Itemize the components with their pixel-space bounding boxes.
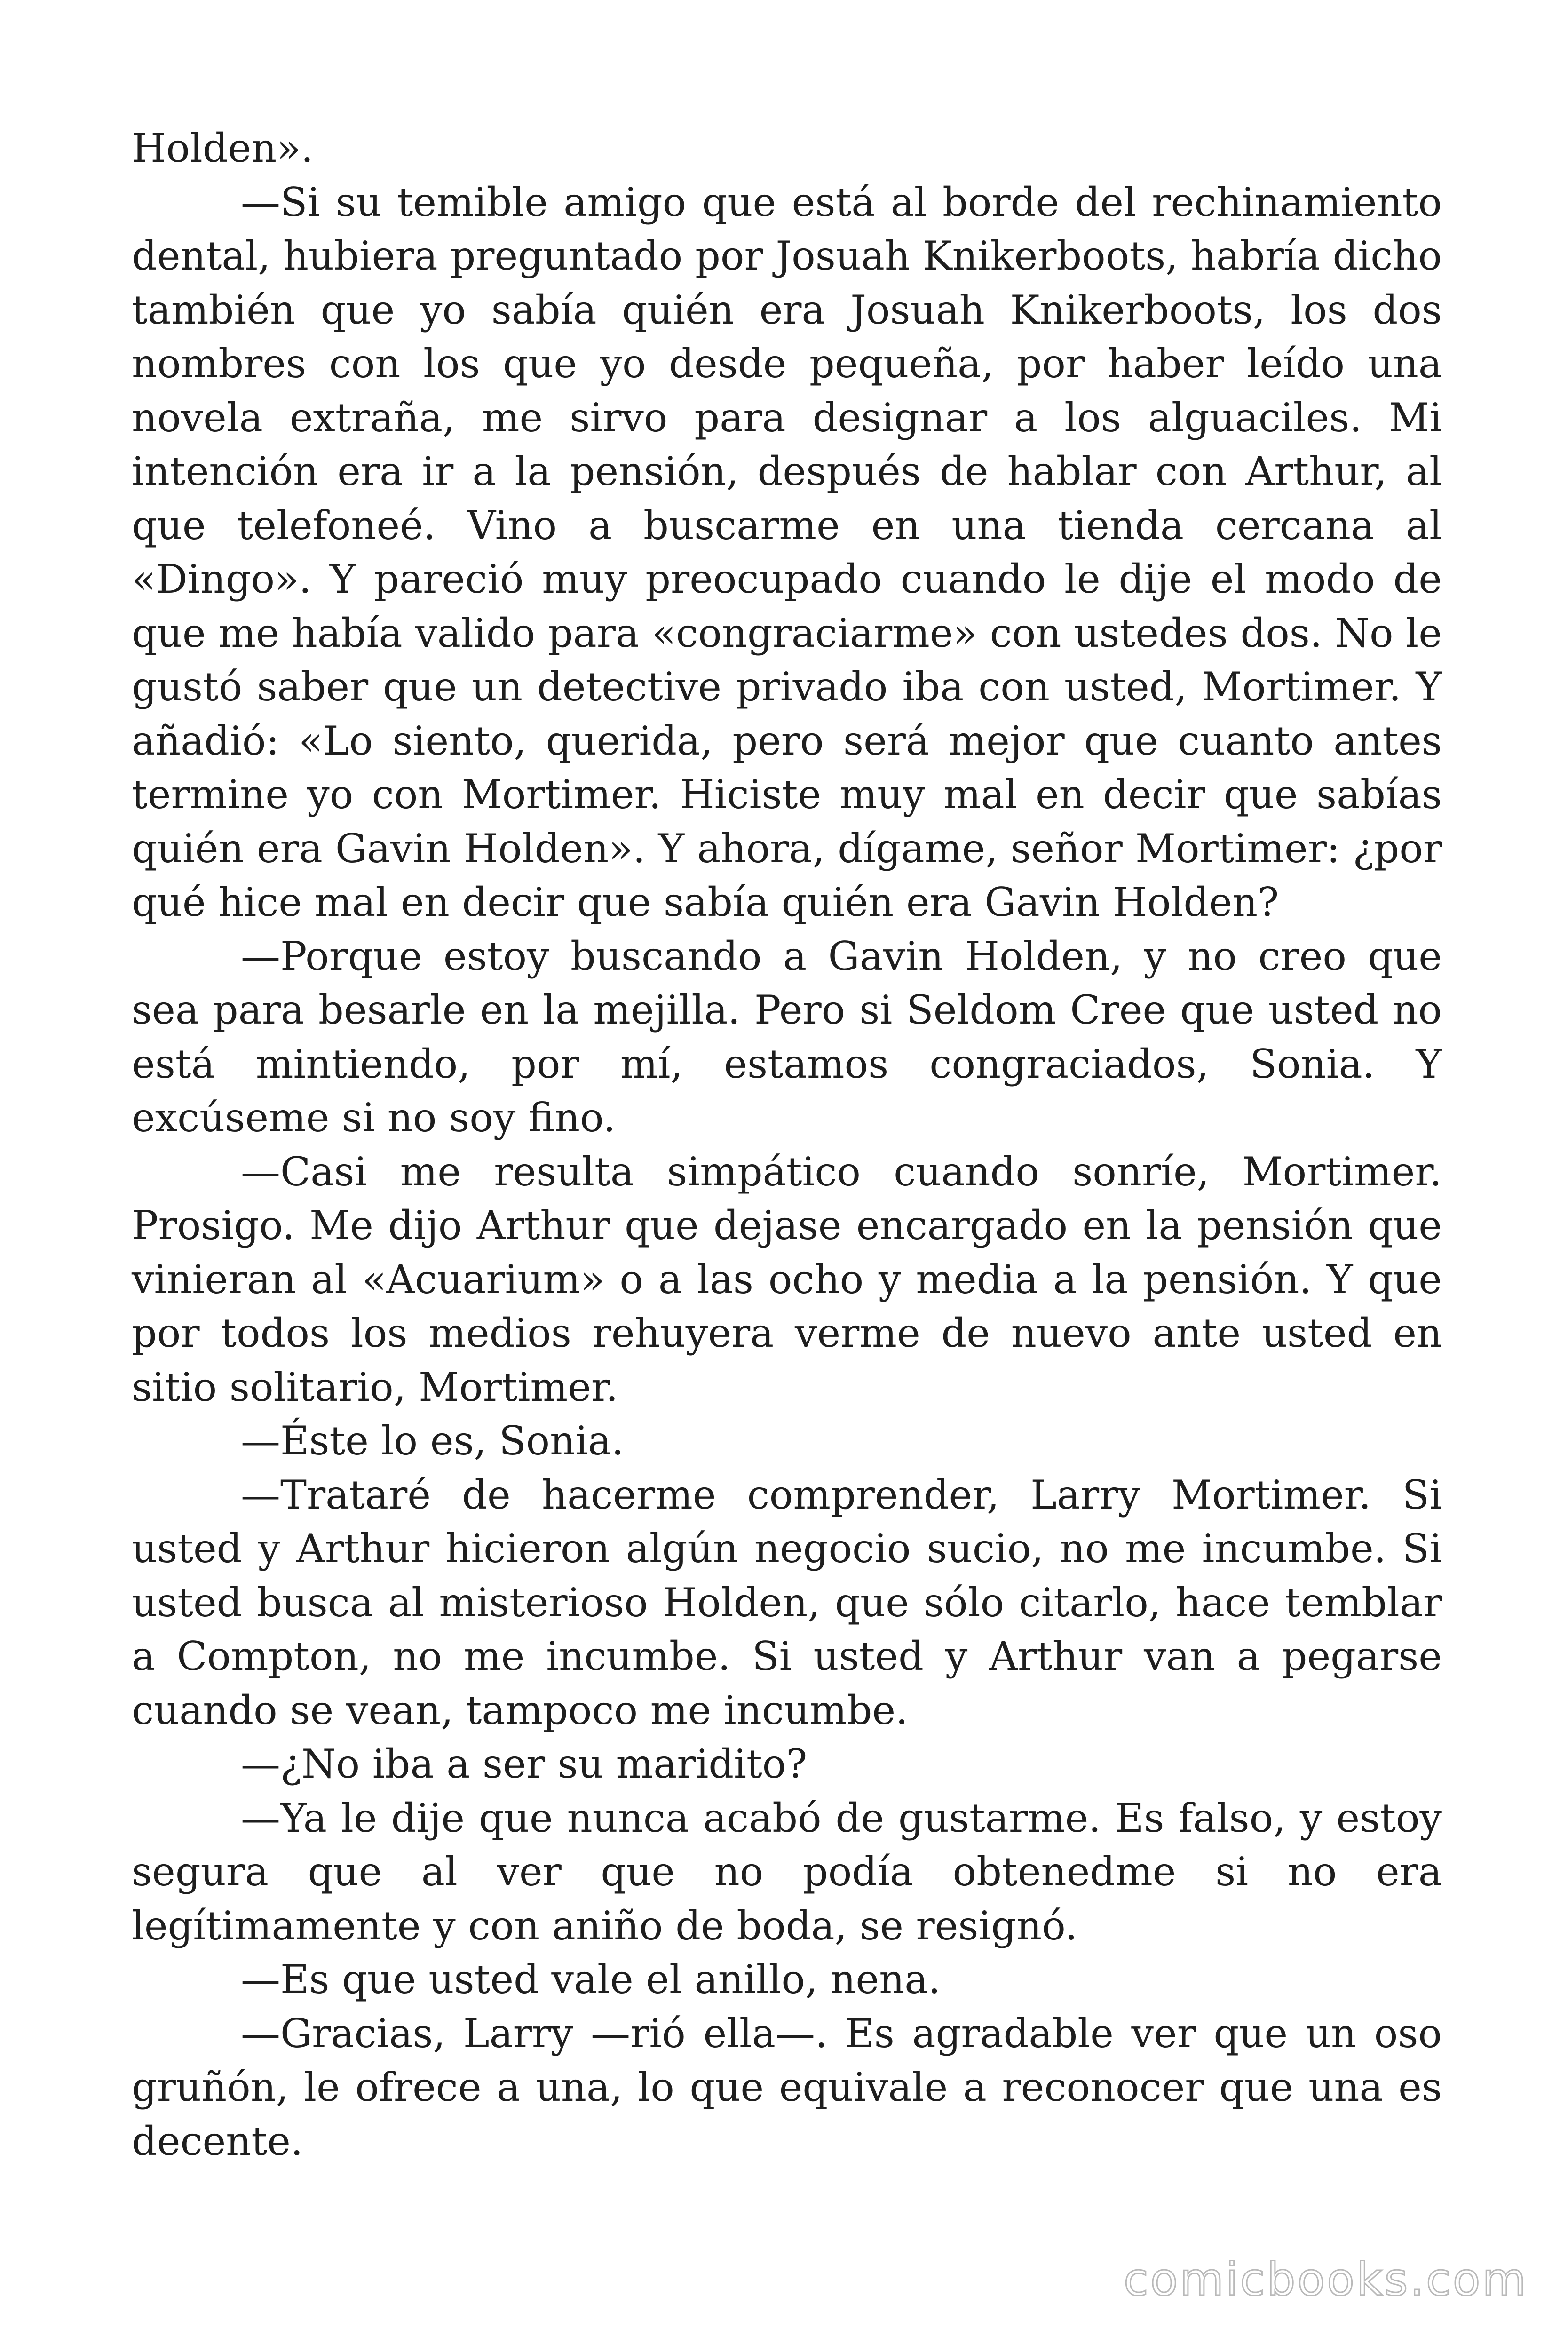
paragraph-1: Holden». [132,125,314,171]
paragraph-8: —Ya le dije que nunca acabó de gustarme. Es falso, y estoy segura que al ver que no podía obtenedme si no era legítimamente y con aniño de boda, se resignó. [132,1795,1442,1949]
paragraph-9: —Es que usted vale el anillo, nena. [241,1956,941,2002]
paragraph-10: —Gracias, Larry —rió ella—. Es agradable ver que un oso gruñón, le ofrece a una, lo que equivale a reconocer que una es decente. [132,2010,1442,2164]
paragraph-6: —Trataré de hacerme comprender, Larry Mortimer. Si usted y Arthur hicieron algún negocio sucio, no me incumbe. Si usted busca al misterioso Holden, que sólo citarlo, hace temblar a Compton, no me incumbe. Si usted y Arthur van a pegarse cuando se vean, tampoco me incumbe. [132,1471,1442,1733]
paragraph-4: —Casi me resulta simpático cuando sonríe, Mortimer. Prosigo. Me dijo Arthur que dejase encargado en la pensión que vinieran al «Acuarium» o a las ocho y media a la pensión. Y que por todos los medios rehuyera verme de nuevo ante usted en sitio solitario, Mortimer. [132,1148,1442,1410]
paragraph-3: —Porque estoy buscando a Gavin Holden, y no creo que sea para besarle en la mejilla. Pero si Seldom Cree que usted no está mintiendo, por mí, estamos congraciados, Sonia. Y excúseme si no soy fino. [132,933,1442,1141]
paragraph-2: —Si su temible amigo que está al borde del rechinamiento dental, hubiera preguntado por Josuah Knikerboots, habría dicho también que yo sabía quién era Josuah Knikerboots, los dos nombres con los que yo desde pequeña, por haber leído una novela extraña, me sirvo para designar a los alguaciles. Mi intención era ir a la pensión, después de hablar con Arthur, al que telefoneé. Vino a buscarme en una tienda cercana al «Dingo». Y pareció muy preocupado cuando le dije el modo de que me había valido para «congraciarme» con ustedes dos. No le gustó saber que un detective privado iba con usted, Mortimer. Y añadió: «Lo siento, querida, pero será mejor que cuanto antes termine yo con Mortimer. Hiciste muy mal en decir que sabías quién era Gavin Holden». Y ahora, dígame, señor Mortimer: ¿por qué hice mal en decir que sabía quién era Gavin Holden? [132,179,1442,925]
watermark-text: comicbooks.com [1123,2253,1528,2306]
paragraph-5: —Éste lo es, Sonia. [241,1418,624,1464]
paragraph-7: —¿No iba a ser su maridito? [241,1741,808,1787]
page-body-text [132,121,1442,2168]
